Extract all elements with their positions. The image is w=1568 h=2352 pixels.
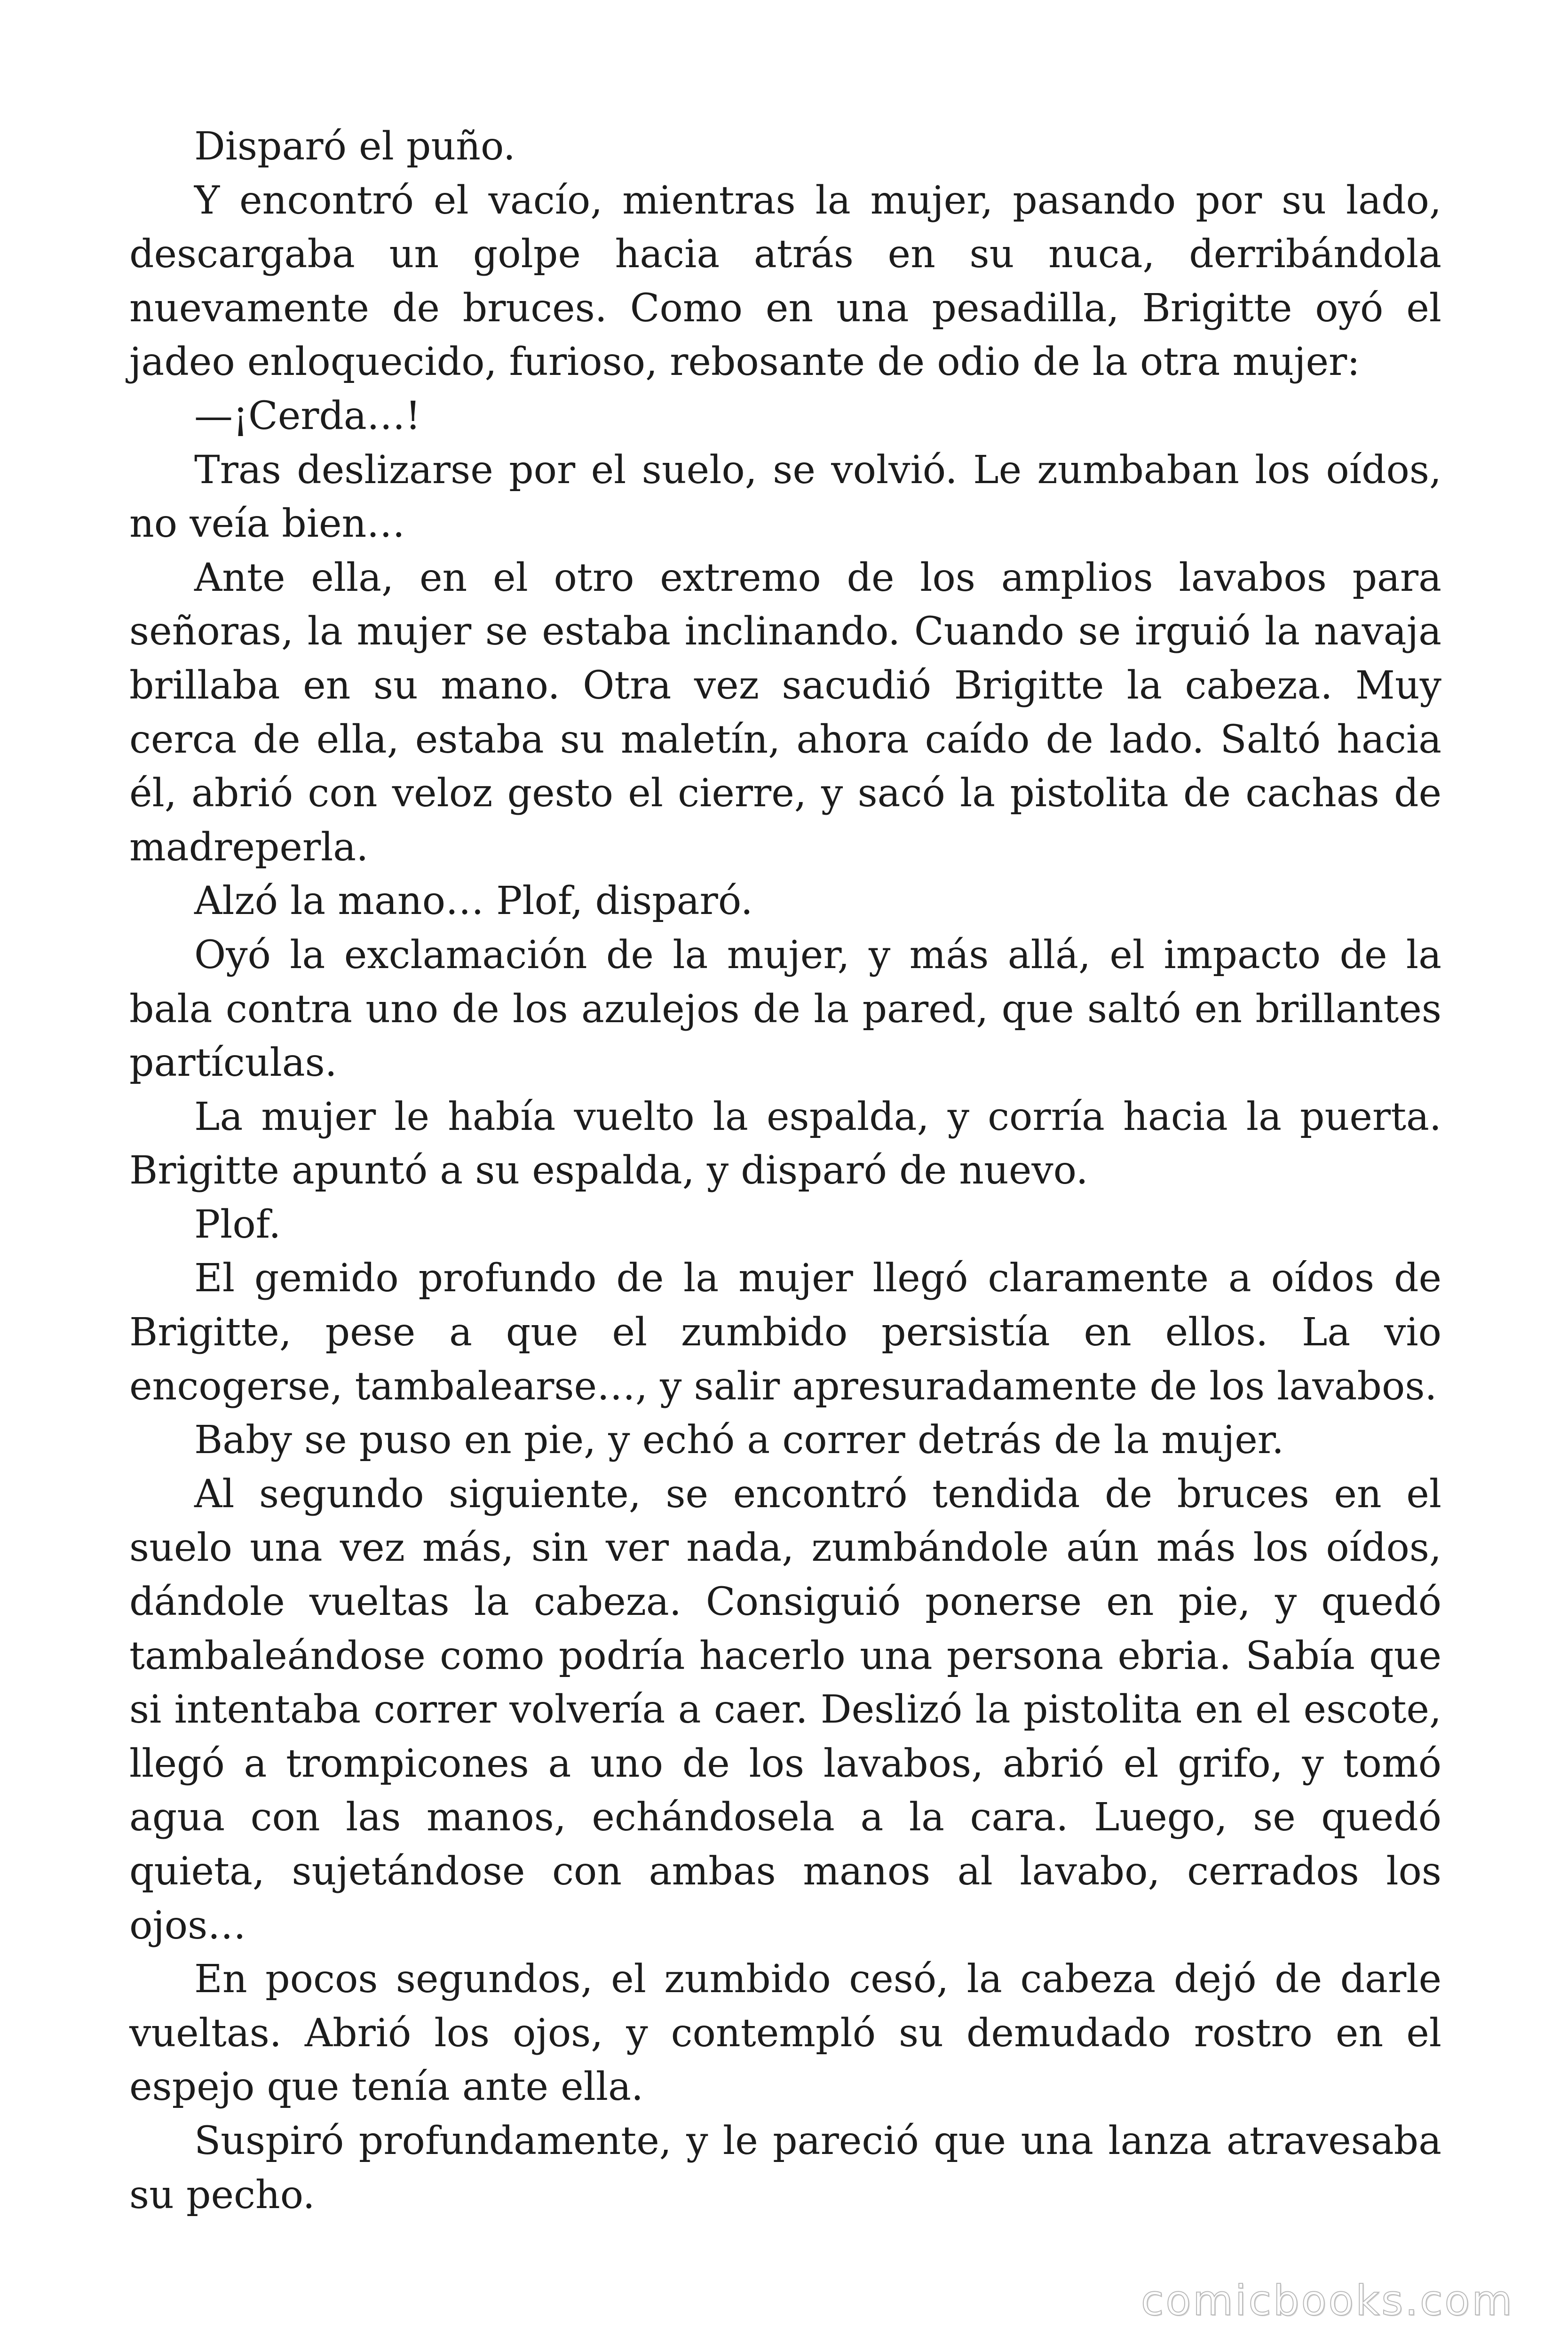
paragraph-12: Al segundo siguiente, se encontró tendida de bruces en el suelo una vez más, sin ver nada, zumbándole aún más los oídos, dándole vueltas la cabeza. Consiguió ponerse en pie, y quedó tambaleándose como podría hacerlo una persona ebria. Sabía que si intentaba correr volvería a caer. Deslizó la pistolita en el escote, llegó a trompicones a uno de los lavabos, abrió el grifo, y tomó agua con las manos, echándosela a la cara. Luego, se quedó quieta, sujetándose con ambas manos al lavabo, cerrados los ojos… bbox=[129, 1471, 1441, 1948]
watermark: comicbooks.com bbox=[1140, 2276, 1514, 2325]
paragraph-11: Baby se puso en pie, y echó a correr detrás de la mujer. bbox=[194, 1418, 1284, 1463]
paragraph-9: Plof. bbox=[194, 1202, 281, 1247]
paragraph-13: En pocos segundos, el zumbido cesó, la cabeza dejó de darle vueltas. Abrió los ojos, y contempló su demudado rostro en el espejo que tenía ante ella. bbox=[129, 1957, 1441, 2110]
paragraph-10: El gemido profundo de la mujer llegó claramente a oídos de Brigitte, pese a que el zumbido persistía en ellos. La vio encogerse, tambalearse…, y salir apresuradamente de los lavabos. bbox=[129, 1256, 1441, 1409]
page-body-text bbox=[129, 120, 1441, 2222]
paragraph-6: Alzó la mano… Plof, disparó. bbox=[194, 879, 753, 924]
paragraph-3: —¡Cerda…! bbox=[194, 393, 421, 438]
paragraph-1: Disparó el puño. bbox=[194, 124, 515, 169]
paragraph-14: Suspiró profundamente, y le pareció que una lanza atravesaba su pecho. bbox=[129, 2118, 1441, 2217]
paragraph-8: La mujer le había vuelto la espalda, y corría hacia la puerta. Brigitte apuntó a su espalda, y disparó de nuevo. bbox=[129, 1094, 1441, 1193]
paragraph-7: Oyó la exclamación de la mujer, y más allá, el impacto de la bala contra uno de los azulejos de la pared, que saltó en brillantes partículas. bbox=[129, 932, 1441, 1086]
paragraph-5: Ante ella, en el otro extremo de los amplios lavabos para señoras, la mujer se estaba inclinando. Cuando se irguió la navaja brillaba en su mano. Otra vez sacudió Brigitte la cabeza. Muy cerca de ella, estaba su maletín, ahora caído de lado. Saltó hacia él, abrió con veloz gesto el cierre, y sacó la pistolita de cachas de madreperla. bbox=[129, 555, 1441, 870]
paragraph-2: Y encontró el vacío, mientras la mujer, pasando por su lado, descargaba un golpe hacia atrás en su nuca, derribándola nuevamente de bruces. Como en una pesadilla, Brigitte oyó el jadeo enloquecido, furioso, rebosante de odio de la otra mujer: bbox=[129, 178, 1441, 385]
paragraph-4: Tras deslizarse por el suelo, se volvió. Le zumbaban los oídos, no veía bien… bbox=[129, 447, 1441, 547]
